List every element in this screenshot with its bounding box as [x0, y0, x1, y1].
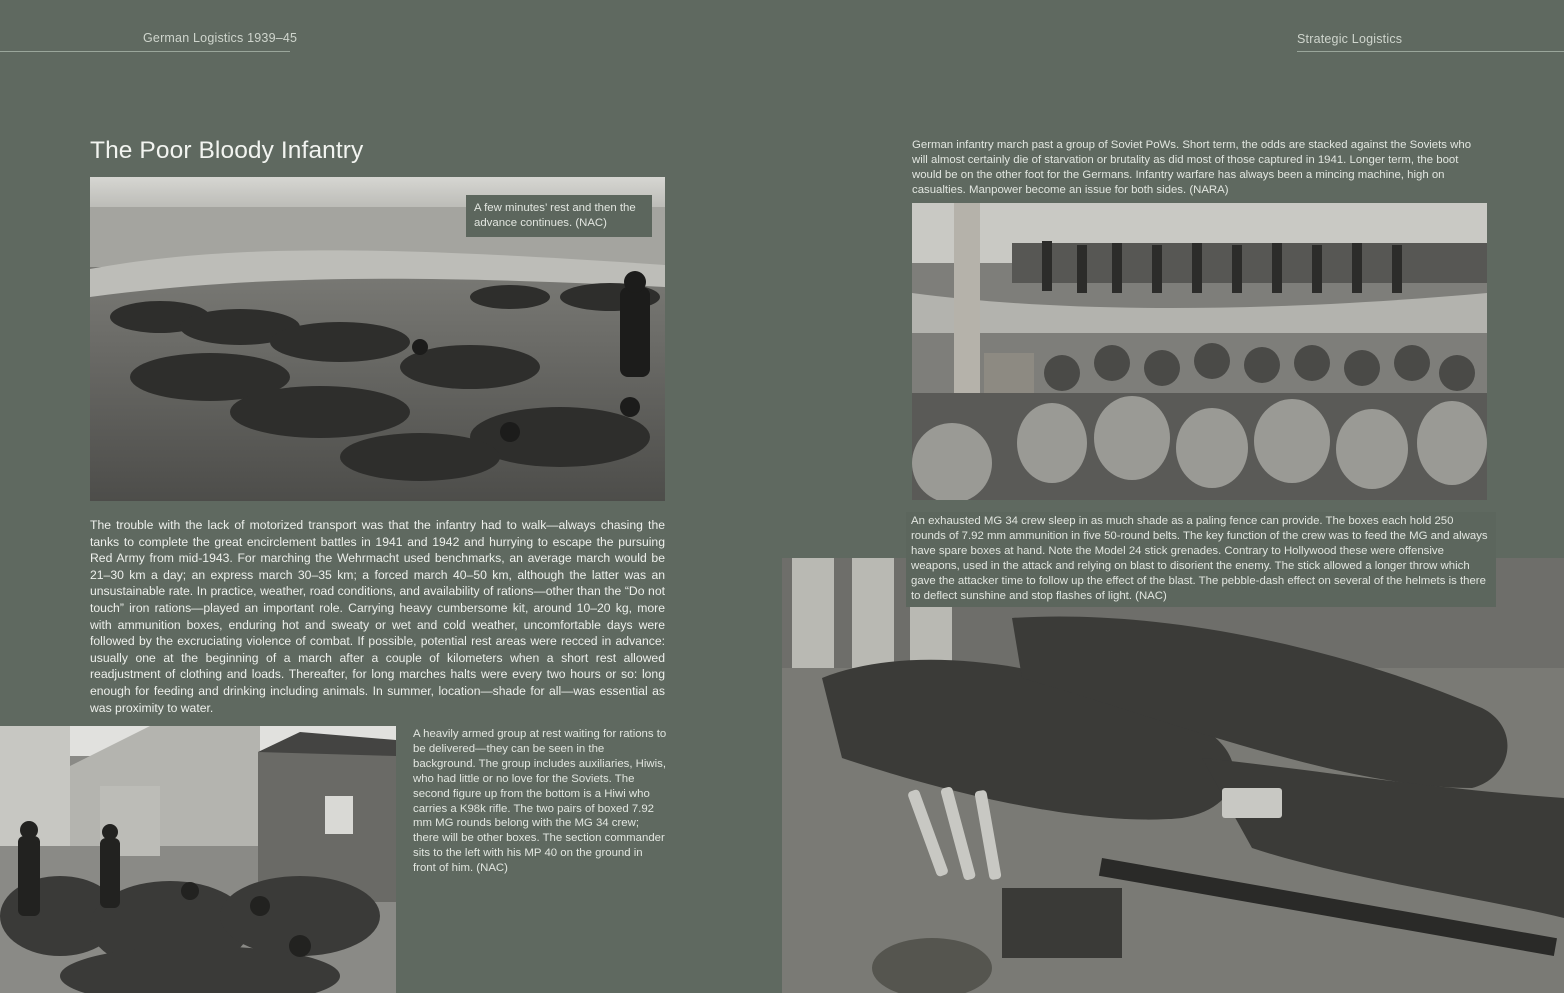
header-rule-right — [1297, 51, 1564, 52]
photo-armed-group — [0, 726, 396, 993]
body-paragraph: The trouble with the lack of motorized transport was that the infantry had to walk—always chasing the tanks to complete the great encirclement battles in 1941 and 1942 and hurrying to escape the pursuing Red Army from mid-1943. For marching the Wehrmacht used benchmarks, an average march would be 21–30 km a day; an express march 30–35 km; a forced march 40–50 km, although the latter was an unsustainable rate. In practice, weather, road conditions, and availability of rations—other than the “Do not touch” iron rations—played an important role. Carrying heavy cumbersome kit, around 10–20 kg, more with ammunition boxes, enduring hot and sweaty or wet and cold weather, uncomfortable days were followed by the excruciating violence of combat. If possible, potential rest areas were recced in advance: usually one at the beginning of a march after a couple of kilometers when a short rest allowed readjustment of clothing and loads. Thereafter, for long marches halts were every two hours or so: long enough for feeding and drinking including animals. In summer, location—shade for all—was essential as was proximity to water. — [90, 518, 665, 715]
running-head-right: Strategic Logistics — [1297, 32, 1403, 46]
header-rule-left — [0, 51, 290, 52]
photo-armed-group-caption: A heavily armed group at rest waiting for rations to be delivered—they can be seen in the background. The group includes auxiliaries, Hiwis, who had little or no love for the Soviets. The second figure up from the bottom is a Hiwi who carries a K98k rifle. The two pairs of boxed 7.92 mm MG rounds belong with the MG 34 crew; there will be other boxes. The section commander sits to the left with his MP 40 on the ground in front of him. (NAC) — [413, 728, 667, 875]
photo-mg34-crew — [782, 558, 1564, 993]
page-title: The Poor Bloody Infantry — [90, 137, 364, 164]
photo-mg34-caption: An exhausted MG 34 crew sleep in as much shade as a paling fence can provide. The boxes each hold 250 rounds of 7.92 mm ammunition in five 50-round belts. The key function of the crew was to feed the MG and always have spare boxes at hand. Note the Model 24 stick grenades. Contrary to Hollywood these were offensive weapons, used in the attack and relying on blast to disorient the enemy. The stick allowed a longer throw which gave the attacker time to follow up the effect of the blast. The pebble-dash effect on several of the helmets is there to deflect sunshine and stop flashes of light. (NAC) — [906, 512, 1496, 607]
photo-march-past-pows — [912, 203, 1487, 500]
running-head-left: German Logistics 1939–45 — [143, 31, 298, 45]
photo-march-caption: German infantry march past a group of Soviet PoWs. Short term, the odds are stacked against the Soviets who will almost certainly die of starvation or brutality as did most of those captured in 1941. Longer term, the boot would be on the other foot for the Germans. Infantry warfare has always been a mincing machine, high on casualties. Manpower become an issue for both sides. (NARA) — [912, 139, 1472, 196]
photo-infantry-rest-caption: A few minutes’ rest and then the advance continues. (NAC) — [466, 195, 652, 237]
